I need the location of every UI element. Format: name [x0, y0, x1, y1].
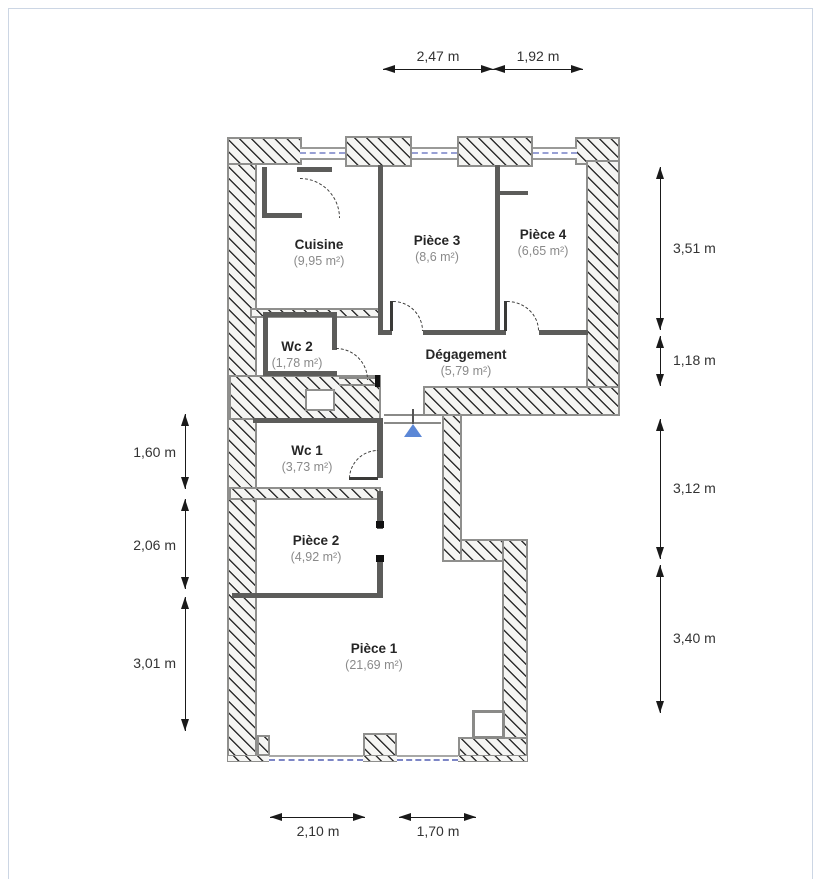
door-arc-piece3 [393, 301, 423, 331]
dim-arrow-right-4 [660, 565, 661, 713]
dim-arrow-right-3 [660, 419, 661, 559]
wc2-wall-top [263, 312, 337, 317]
room-area-piece4: (6,65 m²) [517, 244, 569, 258]
wall-right-upper [586, 160, 620, 416]
room-name-piece2: Pièce 2 [292, 533, 340, 548]
wall-piece1-right [502, 539, 528, 762]
door-arc-wc1 [349, 450, 378, 479]
piece2-door-jamb-top [376, 521, 384, 528]
dim-right-1: 3,51 m [673, 240, 716, 256]
room-area-wc1: (3,73 m²) [281, 460, 333, 474]
dim-arrow-right-2 [660, 336, 661, 386]
dim-arrow-left-2 [185, 499, 186, 589]
room-area-piece2: (4,92 m²) [290, 550, 342, 564]
dim-arrow-right-1 [660, 167, 661, 330]
room-label-piece2 [291, 532, 342, 565]
wc2-wall-bottom [263, 371, 337, 376]
window-top-3 [533, 147, 577, 160]
room-label-wc2 [272, 338, 323, 371]
dim-right-2: 1,18 m [673, 352, 716, 368]
window-top-1 [300, 147, 345, 160]
door-opening-piece2 [376, 529, 384, 555]
room-area-piece3: (8,6 m²) [415, 250, 459, 264]
room-label-cuisine [294, 236, 345, 269]
dim-left-1: 1,60 m [133, 444, 176, 460]
dim-right-4: 3,40 m [673, 630, 716, 646]
piece2-wall-bottom [232, 593, 383, 598]
dim-arrow-bottom-2 [399, 817, 476, 818]
room-name-piece4: Pièce 4 [519, 227, 567, 242]
entrance-marker [404, 424, 422, 437]
room-name-wc2: Wc 2 [281, 339, 313, 354]
wall-band-wc1-piece2 [229, 487, 381, 500]
window-bottom-1 [269, 755, 363, 762]
dim-top-1: 2,47 m [416, 48, 460, 64]
wc1-wall-top [253, 418, 383, 423]
dim-arrow-left-1 [185, 414, 186, 489]
dim-arrow-top-1 [383, 69, 493, 70]
dim-bottom-2: 1,70 m [416, 823, 460, 839]
room-area-degagement: (5,79 m²) [440, 364, 492, 378]
room-name-piece1: Pièce 1 [350, 641, 398, 656]
dim-arrow-bottom-1 [270, 817, 365, 818]
wc2-wall-left [263, 312, 268, 376]
wc2-wall-right [332, 312, 337, 350]
wall-cuisine-piece3 [378, 165, 383, 335]
door-arc-wc2 [336, 348, 368, 380]
dim-right-3: 3,12 m [673, 480, 716, 496]
room-area-piece1: (21,69 m²) [345, 658, 403, 672]
room-label-piece3 [414, 232, 461, 265]
wall-top-pillar-2 [457, 136, 533, 167]
passage-door-jamb [375, 375, 380, 387]
dim-left-2: 2,06 m [133, 537, 176, 553]
room-label-piece1 [345, 640, 403, 673]
window-bottom-2 [397, 755, 458, 762]
recess-wall-bottom [262, 213, 302, 218]
dim-bottom-1: 2,10 m [296, 823, 340, 839]
wall-left [227, 137, 257, 762]
room-name-piece3: Pièce 3 [413, 233, 461, 248]
wall-top-left-corner [227, 137, 302, 165]
room-label-piece4 [518, 226, 569, 259]
wall-degagement-bottom [423, 386, 620, 416]
passage-door-line-1 [339, 377, 377, 379]
piece2-door-jamb-bottom [376, 555, 384, 562]
door-arc-piece4 [507, 301, 539, 331]
dim-arrow-top-2 [493, 69, 583, 70]
room-area-wc2: (1,78 m²) [271, 356, 323, 370]
room-name-degagement: Dégagement [425, 347, 507, 362]
dim-left-3: 3,01 m [133, 655, 176, 671]
room-name-cuisine: Cuisine [294, 237, 344, 252]
door-arc-recess [300, 178, 340, 218]
window-top-2 [412, 147, 457, 160]
room-label-degagement [425, 346, 506, 379]
room-name-wc1: Wc 1 [291, 443, 323, 458]
recess-wall-top-stub [297, 167, 332, 172]
wall-bottom-left-step [257, 735, 270, 756]
wall-band-notch [305, 389, 335, 411]
wall-piece4-stub [500, 191, 528, 195]
entrance-marker-stem [412, 409, 414, 424]
wall-corridor-right [442, 414, 462, 562]
passage-door-line-2 [339, 384, 377, 386]
wall-top-pillar-1 [345, 136, 412, 167]
room-label-wc1 [282, 442, 333, 475]
dim-top-2: 1,92 m [516, 48, 560, 64]
dim-arrow-left-3 [185, 597, 186, 731]
piece1-wall-niche [472, 710, 505, 739]
recess-wall-left [262, 167, 267, 218]
room-area-cuisine: (9,95 m²) [293, 254, 345, 268]
